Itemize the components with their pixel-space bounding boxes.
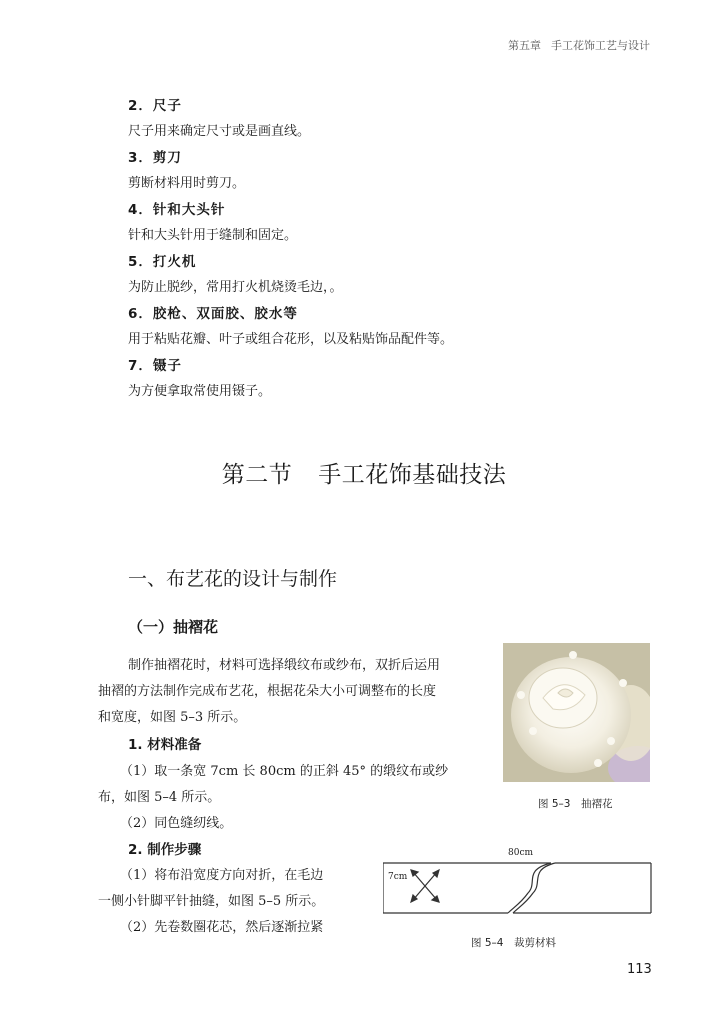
bias-arrows-icon: [411, 870, 439, 902]
materials-title: 1. 材料准备: [128, 737, 202, 753]
step-line: 一侧小针脚平针抽缝，如图 5–5 所示。: [98, 894, 325, 909]
intro-line: 和宽度，如图 5–3 所示。: [98, 710, 247, 725]
tool-desc: 为防止脱纱，常用打火机烧烫毛边，。: [128, 280, 343, 295]
materials-item: （1）取一条宽 7cm 长 80cm 的正斜 45° 的缎纹布或纱: [120, 764, 449, 779]
materials-item: （2）同色缝纫线。: [120, 816, 233, 831]
running-header: [508, 37, 650, 53]
step-line: （2）先卷数圈花芯，然后逐渐拉紧: [120, 920, 324, 935]
section-number: 第二节: [221, 462, 293, 488]
tool-desc: 为方便拿取常使用镊子。: [128, 384, 272, 399]
tool-title: 3．剪刀: [128, 150, 182, 166]
tool-desc: 尺子用来确定尺寸或是画直线。: [128, 124, 311, 139]
figure-5-4-caption: 图 5–4 裁剪材料: [471, 937, 556, 949]
diagram-length-label: 80cm: [508, 848, 534, 858]
intro-line: 制作抽褶花时，材料可选择缎纹布或纱布，双折后运用: [128, 658, 441, 673]
tool-title: 2．尺子: [128, 98, 182, 114]
page-number: 113: [627, 962, 652, 977]
diagram-width-label: 7cm: [388, 872, 408, 882]
intro-line: 抽褶的方法制作完成布艺花，根据花朵大小可调整布的长度: [98, 684, 437, 699]
tool-desc: 剪断材料用时剪刀。: [128, 176, 246, 191]
step-line: （1）将布沿宽度方向对折，在毛边: [120, 868, 324, 883]
heading-level1: 一、布艺花的设计与制作: [128, 568, 338, 590]
figure-5-3-caption: 图 5–3 抽褶花: [538, 798, 613, 810]
section-title: [0, 456, 728, 489]
chapter-label: 第五章: [508, 39, 541, 52]
materials-item: 布，如图 5–4 所示。: [98, 790, 221, 805]
heading-level2: （一）抽褶花: [128, 618, 219, 636]
tool-title: 6．胶枪、双面胶、胶水等: [128, 306, 298, 322]
chapter-title: 手工花饰工艺与设计: [551, 39, 650, 52]
tool-title: 5．打火机: [128, 254, 197, 270]
gathered-flower-photo: [503, 643, 650, 782]
tool-title: 4．针和大头针: [128, 202, 226, 218]
tool-title: 7．镊子: [128, 358, 182, 374]
steps-title: 2. 制作步骤: [128, 842, 202, 858]
tool-list: [128, 93, 598, 405]
section-name: 手工花饰基础技法: [318, 462, 507, 488]
tool-desc: 针和大头针用于缝制和固定。: [128, 228, 298, 243]
tool-desc: 用于粘贴花瓣、叶子或组合花形，以及粘贴饰品配件等。: [128, 332, 454, 347]
cutting-diagram: [383, 848, 653, 928]
